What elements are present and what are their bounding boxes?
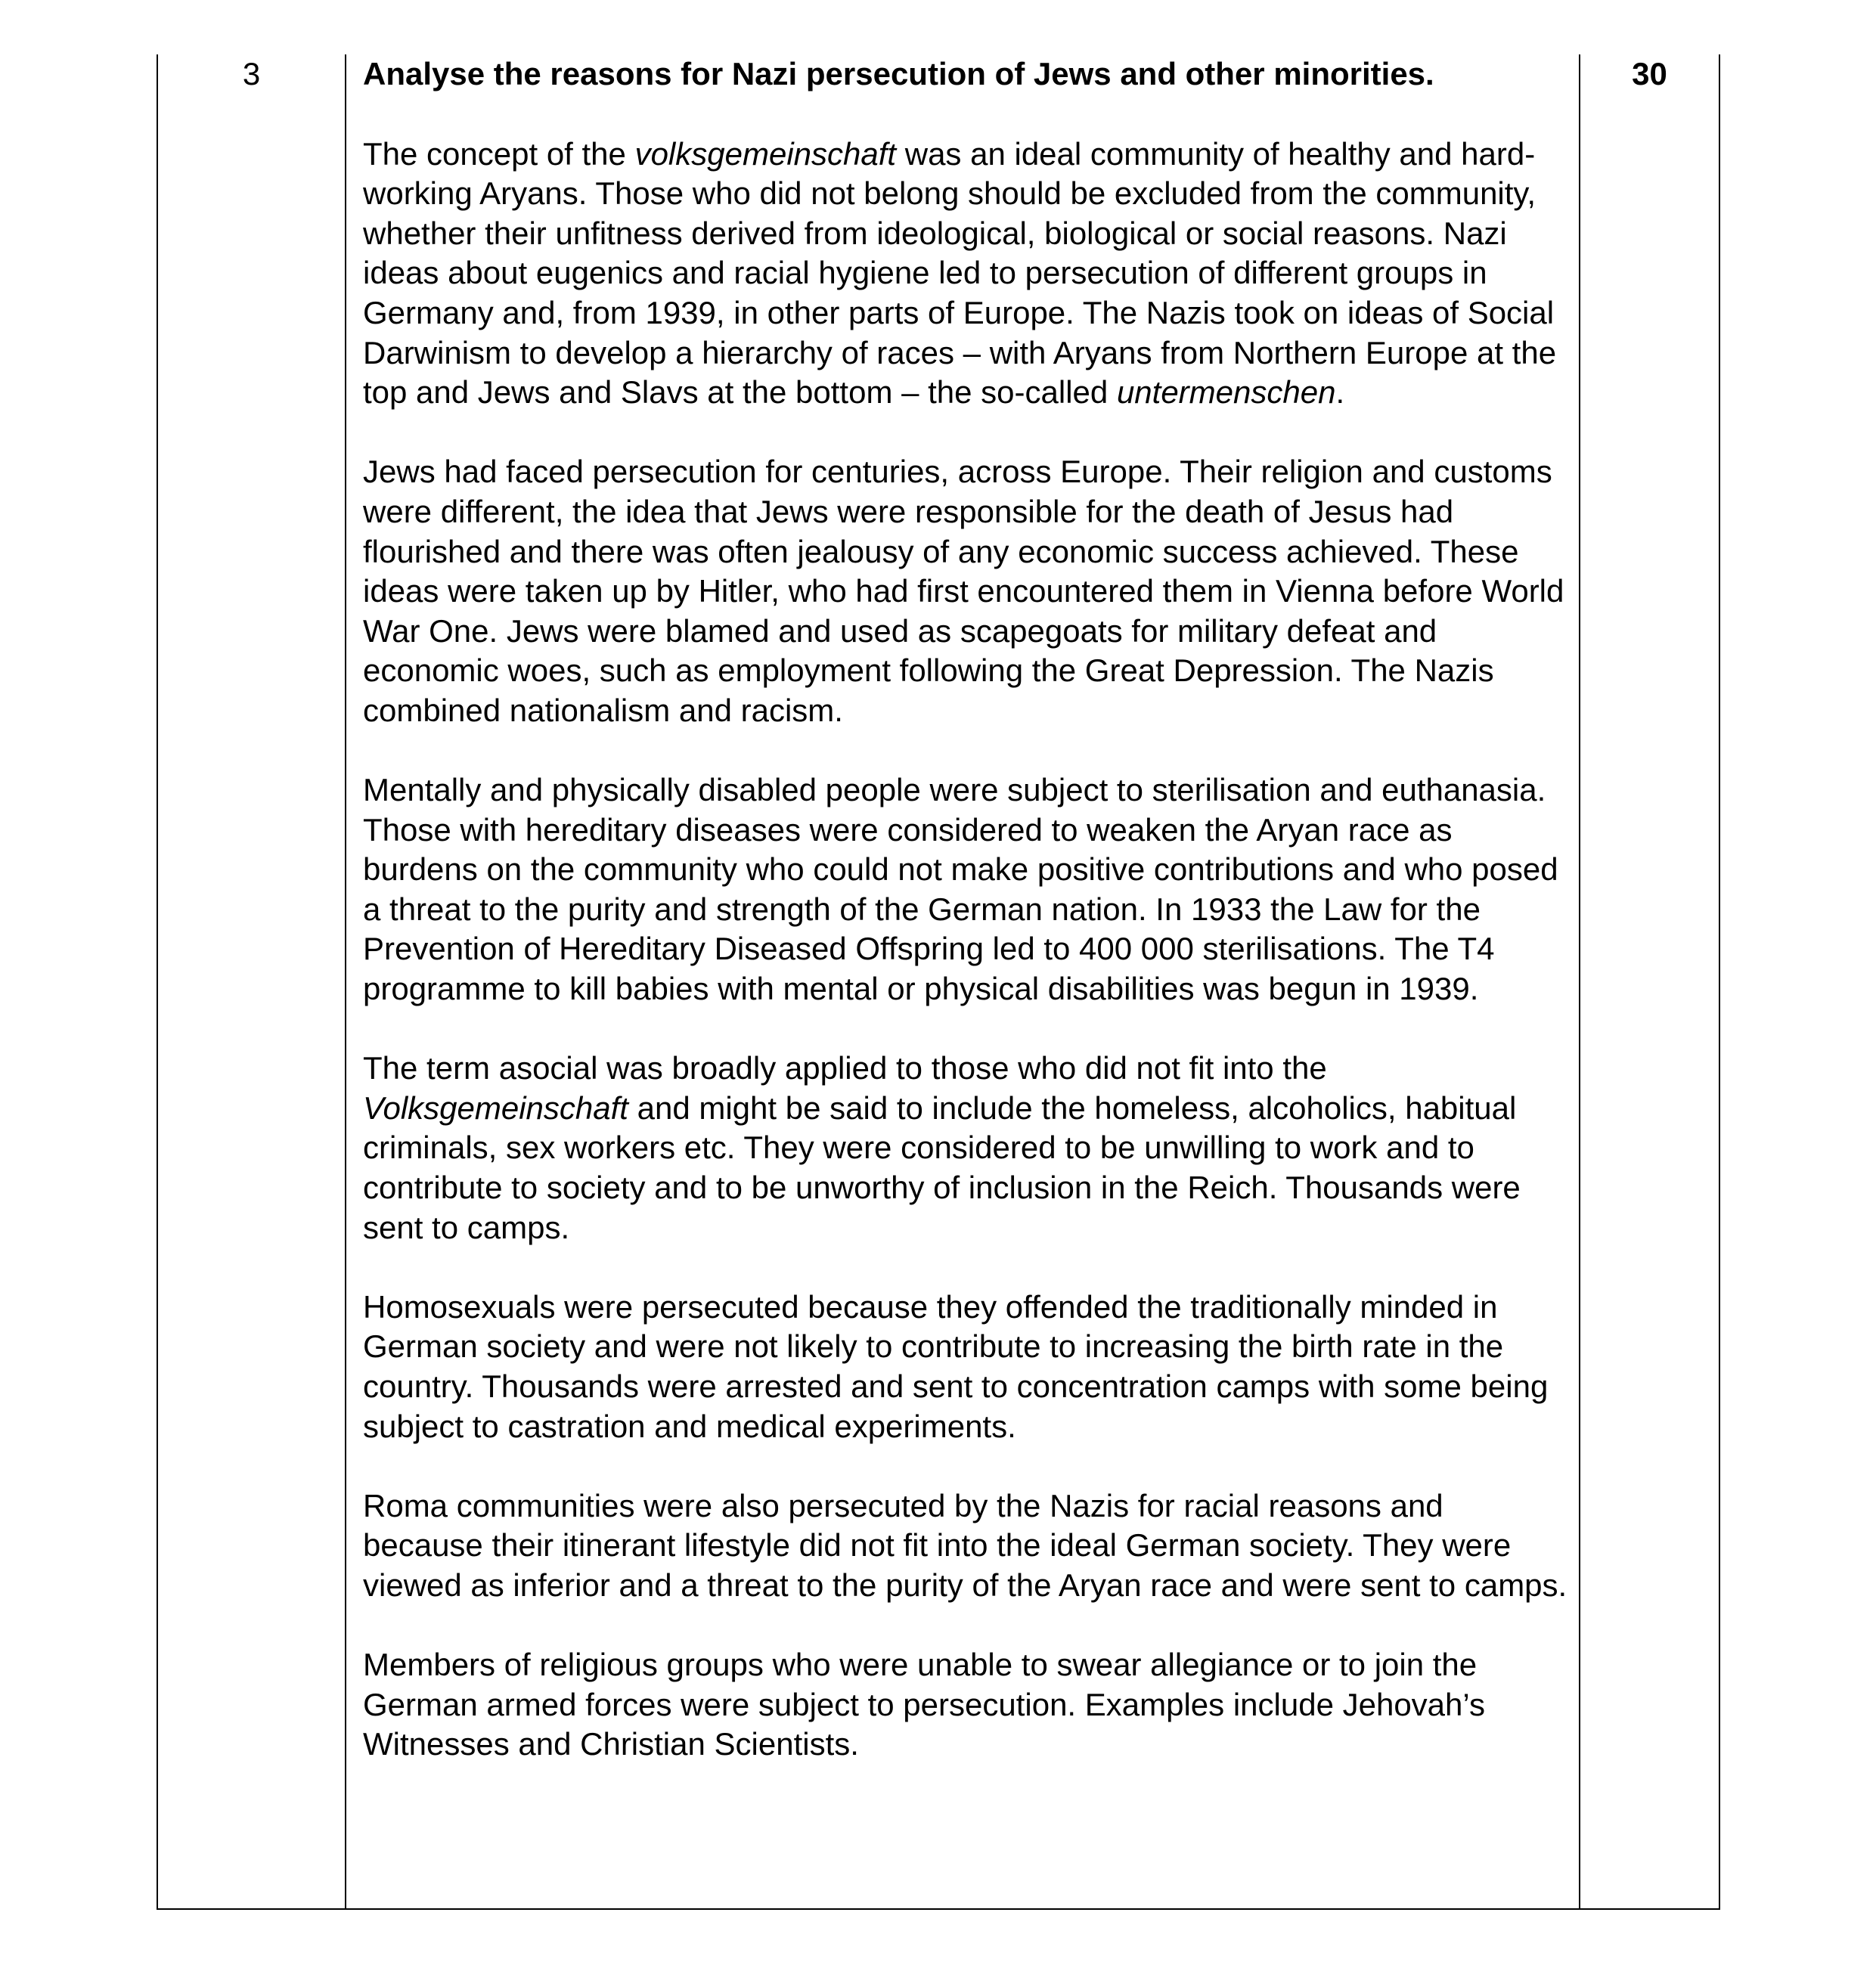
text-run: was an ideal community of healthy and hard-working Aryans. Those who did not belong should be excluded from the community, whether their unfitness derived from ideological, biological or social reasons. Nazi ideas about eugenics and racial hygiene led to persecution of different groups in Germany and, from 1939, in other parts of Europe. The Nazis took on ideas of Social Darwinism to develop a hierarchy of races – with Aryans from Northern Europe at the top and Jews and Slavs at the bottom – the so-called [363,135,1557,411]
text-run: . [1335,374,1345,411]
answer-paragraph-4 [363,1049,1570,1247]
italic-term: volksgemeinschaft [634,135,897,172]
answer-paragraph-5: Homosexuals were persecuted because they offended the traditionally minded in German society and were not likely to contribute to increasing the birth rate in the country. Thousands were arrested and sent to concentration camps with some being subject to castration and medical experiments. [363,1288,1549,1444]
answer-paragraph-6: Roma communities were also persecuted by the Nazis for racial reasons and because their itinerant lifestyle did not fit into the ideal German society. They were viewed as inferior and a threat to the purity of the Aryan race and were sent to camps. [363,1487,1567,1603]
answer-paragraph-1 [363,135,1570,413]
italic-term: untermenschen [1116,374,1336,411]
text-run: and might be said to include the homeless, alcoholics, habitual criminals, sex workers etc. They were considered to be unwilling to work and to contribute to society and to be unworthy of inclusion in the Reich. Thousands were sent to camps. [363,1089,1521,1245]
text-run: The concept of the [363,135,635,172]
answer-paragraph-7: Members of religious groups who were unable to swear allegiance or to join the German armed forces were subject to persecution. Examples include Jehovah’s Witnesses and Christian Scientists. [363,1647,1485,1762]
question-number: 3 [242,56,261,91]
answer-paragraph-2: Jews had faced persecution for centuries, across Europe. Their religion and customs were different, the idea that Jews were responsible for the death of Jesus had flourished and there was often jealousy of any economic success achieved. These ideas were taken up by Hitler, who had first encountered them in Vienna before World War One. Jews were blamed and used as scapegoats for military defeat and economic woes, such as employment following the Great Depression. The Nazis combined nationalism and racism. [363,454,1564,728]
column-divider [345,54,346,1908]
mark-scheme-table [157,54,1720,1910]
column-divider [1579,54,1580,1908]
italic-term: Volksgemeinschaft [363,1089,628,1126]
answer-content [363,54,1570,1765]
marks-value: 30 [1632,56,1667,91]
question-title: Analyse the reasons for Nazi persecution of Jews and other minorities. [363,56,1434,91]
text-run: The term asocial was broadly applied to those who did not fit into the [363,1050,1327,1086]
answer-paragraph-3: Mentally and physically disabled people were subject to sterilisation and euthanasia. Those with hereditary diseases were considered to weaken the Aryan race as burdens on the community who could not make positive contributions and who posed a threat to the purity and strength of the German nation. In 1933 the Law for the Prevention of Hereditary Diseased Offspring led to 400 000 sterilisations. The T4 programme to kill babies with mental or physical disabilities was begun in 1939. [363,772,1558,1007]
